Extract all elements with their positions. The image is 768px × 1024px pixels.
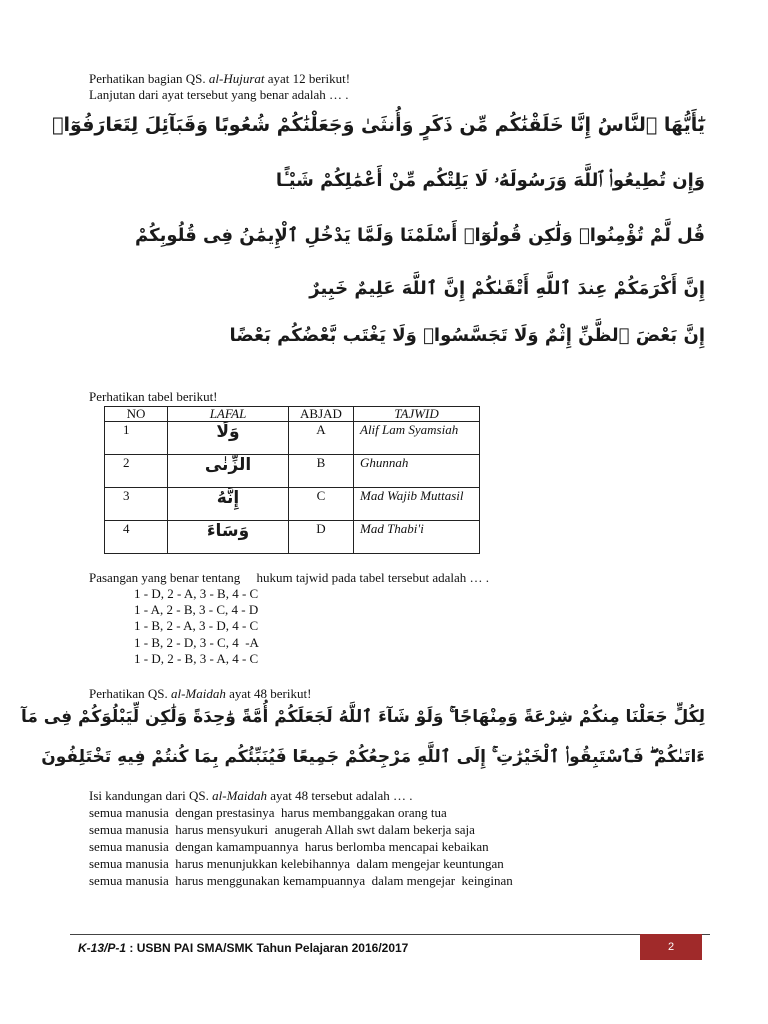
q1-option-arabic-2: وَإِن تُطِيعُوا۟ ٱللَّهَ وَرَسُولَهُۥ لَا يَلِتْكُم مِّنْ أَعْمَٰلِكُمْ شَيْـًٔا bbox=[275, 170, 705, 191]
page-number: 2 bbox=[640, 934, 702, 960]
cell-abjad: A bbox=[289, 422, 354, 455]
q2-option-4: 1 - B, 2 - D, 3 - C, 4 -A bbox=[134, 635, 259, 650]
q1-surah-name: al-Hujurat bbox=[208, 71, 265, 86]
cell-abjad: D bbox=[289, 521, 354, 554]
q2-option-3: 1 - B, 2 - A, 3 - D, 4 - C bbox=[134, 618, 259, 633]
q2-question: Pasangan yang benar tentang hukum tajwid pada tabel tersebut adalah … . bbox=[89, 570, 489, 585]
header-no: NO bbox=[105, 407, 168, 422]
q3-question-suffix: ayat 48 tersebut adalah … . bbox=[267, 788, 413, 803]
q2-option-5: 1 - D, 2 - B, 3 - A, 4 - C bbox=[134, 651, 259, 666]
q3-surah-name: al-Maidah bbox=[170, 686, 226, 701]
cell-no: 1 bbox=[105, 422, 168, 455]
cell-tajwid: Mad Wajib Muttasil bbox=[354, 488, 480, 521]
q3-question bbox=[89, 788, 413, 804]
q3-option-4: semua manusia harus menunjukkan kelebihannya dalam mengejar keuntungan bbox=[89, 856, 504, 871]
q3-question-surah: al-Maidah bbox=[212, 788, 268, 803]
header-abjad: ABJAD bbox=[289, 407, 354, 422]
footer-separator: : bbox=[126, 941, 137, 955]
q1-option-arabic-3: قُل لَّمْ تُؤْمِنُوا۟ وَلَٰكِن قُولُوٓا۟ أَسْلَمْنَا وَلَمَّا يَدْخُلِ ٱلْإِيمَٰنُ فِى قُلُوبِكُمْ bbox=[135, 225, 705, 246]
q1-intro bbox=[89, 71, 350, 87]
q3-intro-suffix: ayat 48 berikut! bbox=[225, 686, 312, 701]
cell-lafal: وَلَا bbox=[168, 422, 289, 455]
footer-divider bbox=[70, 934, 710, 935]
q2-option-2: 1 - A, 2 - B, 3 - C, 4 - D bbox=[134, 602, 259, 617]
q3-ayat-line-1: لِكُلٍّ جَعَلْنَا مِنكُمْ شِرْعَةً وَمِنْهَاجًا ۚ وَلَوْ شَآءَ ٱللَّهُ لَجَعَلَكُمْ أُمَّةً وَٰحِدَةً وَلَٰكِن لِّيَبْلُوَكُمْ فِى مَآ bbox=[20, 707, 705, 727]
cell-abjad: C bbox=[289, 488, 354, 521]
cell-lafal: الزِّنٰى bbox=[168, 455, 289, 488]
q3-intro bbox=[89, 686, 311, 702]
q3-option-2: semua manusia harus mensyukuri anugerah Allah swt dalam bekerja saja bbox=[89, 822, 475, 837]
cell-abjad: B bbox=[289, 455, 354, 488]
q2-option-1: 1 - D, 2 - A, 3 - B, 4 - C bbox=[134, 586, 259, 601]
footer-title: USBN PAI SMA/SMK Tahun Pelajaran 2016/2017 bbox=[136, 941, 409, 955]
cell-tajwid: Mad Thabi'i bbox=[354, 521, 480, 554]
footer-text bbox=[78, 941, 408, 955]
cell-no: 3 bbox=[105, 488, 168, 521]
q1-intro-suffix: ayat 12 berikut! bbox=[264, 71, 351, 86]
q1-option-arabic-4: إِنَّ أَكْرَمَكُمْ عِندَ ٱللَّهِ أَتْقَىٰكُمْ إِنَّ ٱللَّهَ عَلِيمٌ خَبِيرٌ bbox=[309, 278, 705, 299]
cell-lafal: وَسَاءَ bbox=[168, 521, 289, 554]
table-row bbox=[105, 521, 480, 554]
q3-intro-prefix: Perhatikan QS. bbox=[89, 686, 171, 701]
q2-intro: Perhatikan tabel berikut! bbox=[89, 389, 218, 404]
header-tajwid: TAJWID bbox=[354, 407, 480, 422]
tajwid-table bbox=[104, 406, 480, 554]
header-lafal: LAFAL bbox=[168, 407, 289, 422]
cell-tajwid: Alif Lam Syamsiah bbox=[354, 422, 480, 455]
cell-no: 4 bbox=[105, 521, 168, 554]
table-row bbox=[105, 488, 480, 521]
q1-intro-prefix: Perhatikan bagian QS. bbox=[89, 71, 209, 86]
q3-option-5: semua manusia harus menggunakan kemampuannya dalam mengejar keinginan bbox=[89, 873, 513, 888]
cell-no: 2 bbox=[105, 455, 168, 488]
q1-question: Lanjutan dari ayat tersebut yang benar adalah … . bbox=[89, 87, 349, 102]
q3-ayat-line-2: ءَاتَىٰكُمْ ۖ فَٱسْتَبِقُوا۟ ٱلْخَيْرَٰتِ ۚ إِلَى ٱللَّهِ مَرْجِعُكُمْ جَمِيعًا فَيُنَبِّئُكُم بِمَا كُنتُمْ فِيهِ تَخْتَلِفُونَ bbox=[41, 747, 705, 767]
table-row bbox=[105, 455, 480, 488]
table-header-row bbox=[105, 407, 480, 422]
q3-question-prefix: Isi kandungan dari QS. bbox=[89, 788, 213, 803]
q3-option-1: semua manusia dengan prestasinya harus membanggakan orang tua bbox=[89, 805, 447, 820]
footer-code: K-13/P-1 bbox=[78, 941, 127, 955]
q1-option-arabic-5: إِنَّ بَعْضَ ٱلظَّنِّ إِثْمٌ وَلَا تَجَسَّسُوا۟ وَلَا يَغْتَب بَّعْضُكُم بَعْضًا bbox=[229, 325, 705, 346]
cell-tajwid: Ghunnah bbox=[354, 455, 480, 488]
q3-option-3: semua manusia dengan kamampuannya harus berlomba mencapai kebaikan bbox=[89, 839, 489, 854]
cell-lafal: إِنَّهُ bbox=[168, 488, 289, 521]
table-row bbox=[105, 422, 480, 455]
q1-option-arabic-1: يَٰٓأَيُّهَا ٱلنَّاسُ إِنَّا خَلَقْنَٰكُم مِّن ذَكَرٍ وَأُنثَىٰ وَجَعَلْنَٰكُمْ شُعُوبًا وَقَبَآئِلَ لِتَعَارَفُوٓا۟ bbox=[52, 114, 705, 136]
